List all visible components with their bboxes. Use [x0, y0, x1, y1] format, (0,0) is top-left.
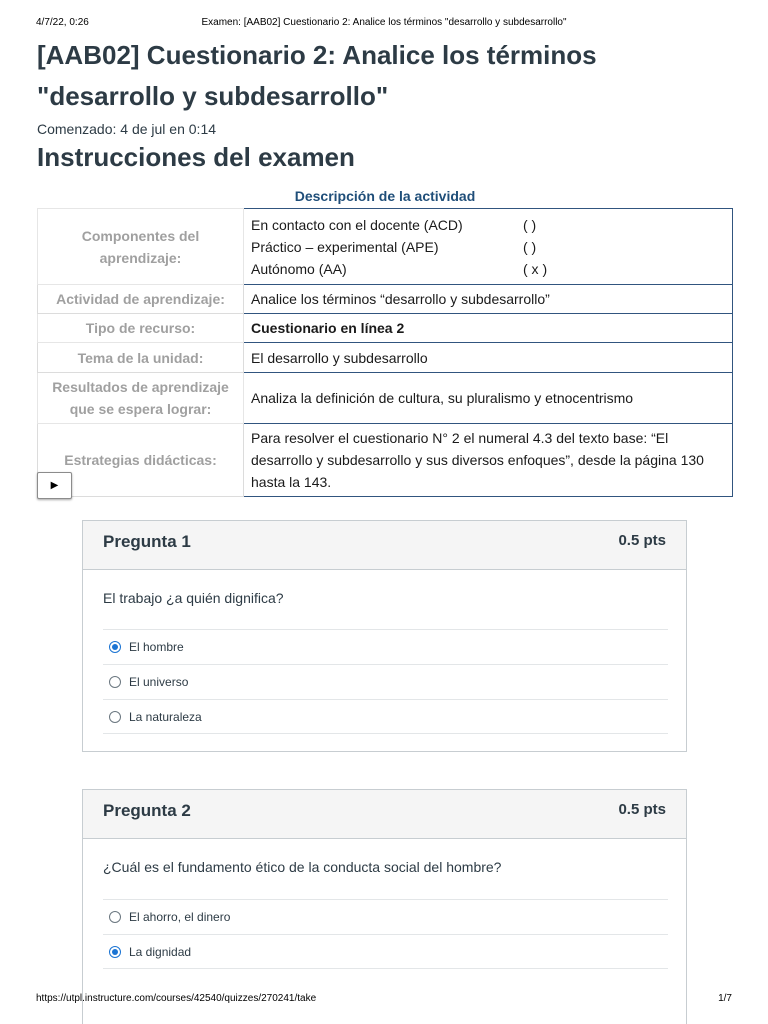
- play-icon: ▶: [50, 480, 59, 491]
- activity-description-title: Descripción de la actividad: [294, 188, 476, 204]
- results-value: Analiza la definición de cultura, su pluralismo y etnocentrismo: [244, 373, 733, 424]
- radio-icon[interactable]: [109, 676, 121, 688]
- radio-icon[interactable]: [109, 711, 121, 723]
- answer-option[interactable]: [103, 664, 668, 699]
- question-name: Pregunta 2: [103, 801, 191, 820]
- print-url: https://utpl.instructure.com/courses/42540/quizzes/270241/take: [36, 993, 317, 1004]
- question-header: [83, 521, 686, 570]
- components-value: [244, 209, 733, 285]
- answer-label: El universo: [129, 675, 189, 689]
- table-row: [38, 343, 733, 373]
- page-title: [AAB02] Cuestionario 2: Analice los términos "desarrollo y subdesarrollo": [37, 40, 597, 111]
- answer-label: La naturaleza: [129, 709, 202, 724]
- answer-option[interactable]: [103, 699, 668, 734]
- topic-value: El desarrollo y subdesarrollo: [244, 343, 733, 373]
- print-date: 4/7/22, 0:26: [36, 17, 89, 28]
- answer-list: [103, 629, 668, 734]
- table-row: [38, 285, 733, 314]
- component-item: En contacto con el docente (ACD) ( ): [251, 216, 537, 233]
- play-button[interactable]: [37, 472, 72, 499]
- question-2: [82, 789, 687, 1024]
- radio-selected-icon[interactable]: [109, 946, 121, 958]
- answer-label: El ahorro, el dinero: [129, 910, 231, 924]
- component-item: Práctico – experimental (APE) ( ): [251, 238, 537, 255]
- activity-info-table: [37, 208, 733, 497]
- question-name: Pregunta 1: [103, 532, 191, 551]
- question-points: 0.5 pts: [618, 801, 666, 818]
- strategies-value: Para resolver el cuestionario N° 2 el numeral 4.3 del texto base: “El desarrollo y subdesarrollo y sus diversos enfoques”, desde la página 130 hasta la 143.: [244, 424, 733, 497]
- strategies-label: Estrategias didácticas:: [38, 424, 244, 497]
- radio-icon[interactable]: [109, 911, 121, 923]
- started-timestamp: Comenzado: 4 de jul en 0:14: [37, 121, 217, 137]
- component-item: Autónomo (AA) ( x ): [251, 260, 548, 277]
- question-points: 0.5 pts: [618, 532, 666, 549]
- answer-label: La dignidad: [129, 944, 192, 959]
- question-header: [83, 790, 686, 839]
- answer-label: El hombre: [129, 640, 184, 654]
- resource-label: Tipo de recurso:: [38, 314, 244, 343]
- radio-selected-icon[interactable]: [109, 641, 121, 653]
- answer-option[interactable]: [103, 899, 668, 934]
- answer-list: [103, 899, 668, 969]
- question-1: [82, 520, 687, 752]
- activity-value: Analice los términos “desarrollo y subdesarrollo”: [244, 285, 733, 314]
- activity-label: Actividad de aprendizaje:: [38, 285, 244, 314]
- components-label: Componentes del aprendizaje:: [38, 209, 244, 285]
- table-row: [38, 373, 733, 424]
- resource-value: Cuestionario en línea 2: [244, 314, 733, 343]
- print-header: [0, 17, 768, 31]
- topic-label: Tema de la unidad:: [38, 343, 244, 373]
- table-row: [38, 314, 733, 343]
- print-page-number: 1/7: [718, 993, 732, 1004]
- table-row: [38, 424, 733, 497]
- question-text: ¿Cuál es el fundamento ético de la conducta social del hombre?: [103, 859, 502, 875]
- instructions-heading: Instrucciones del examen: [37, 142, 355, 172]
- answer-option[interactable]: [103, 934, 668, 969]
- table-row: [38, 209, 733, 285]
- print-title: Examen: [AAB02] Cuestionario 2: Analice los términos "desarrollo y subdesarrollo": [201, 17, 567, 28]
- answer-option[interactable]: [103, 629, 668, 664]
- results-label: Resultados de aprendizaje que se espera lograr:: [38, 373, 244, 424]
- question-text: El trabajo ¿a quién dignifica?: [103, 590, 284, 606]
